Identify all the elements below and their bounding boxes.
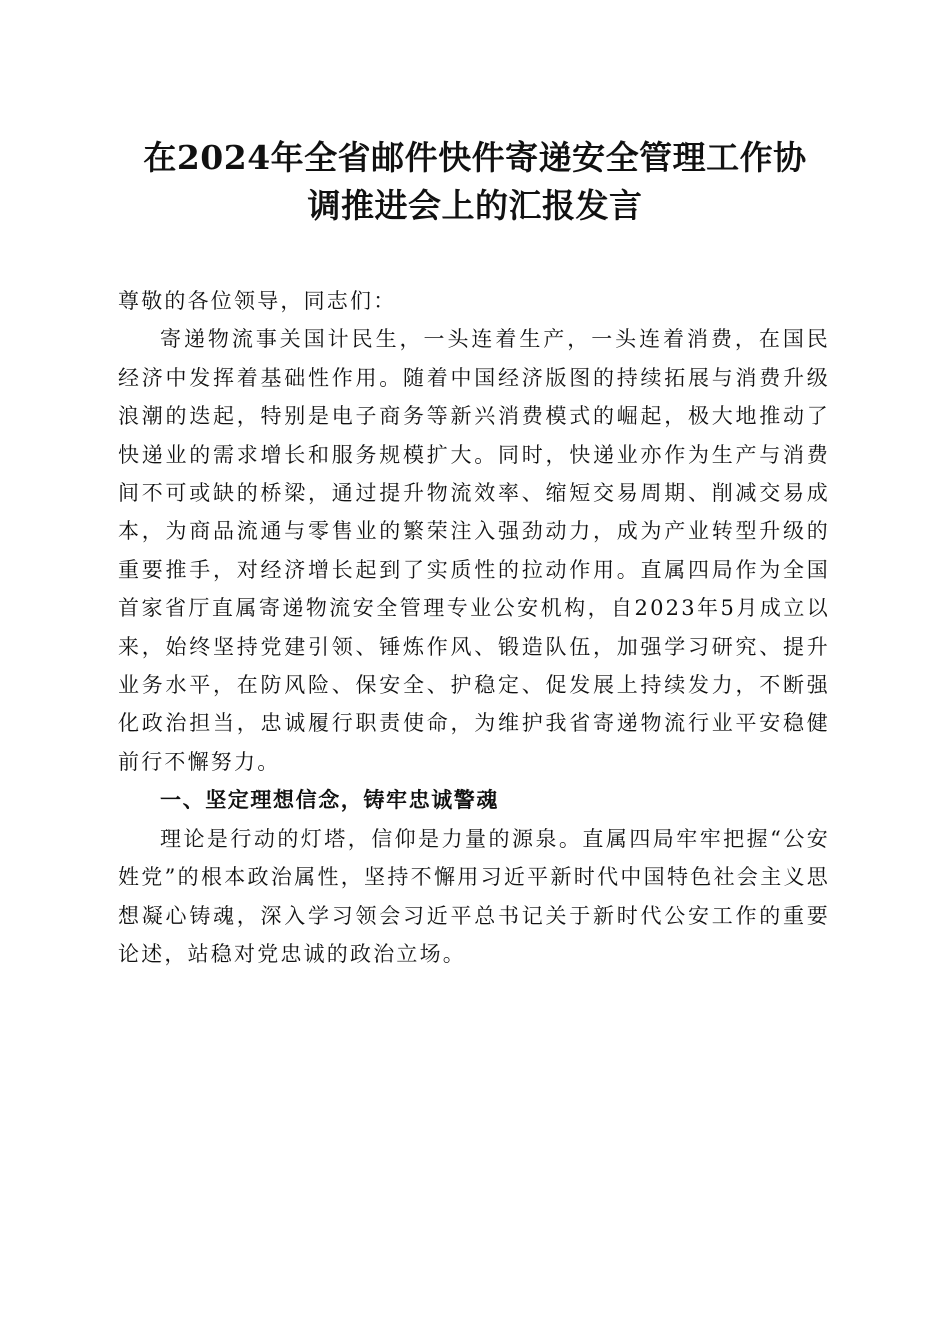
salutation: 尊敬的各位领导，同志们： bbox=[118, 289, 397, 313]
document-title bbox=[110, 134, 840, 230]
section-heading-1: 一、坚定理想信念，铸牢忠诚警魂 bbox=[160, 788, 499, 813]
title-line-1: 在2024年全省邮件快件寄递安全管理工作协 bbox=[143, 138, 807, 177]
section-1-paragraph: 理论是行动的灯塔，信仰是力量的源泉。直属四局牢牢把握“公安姓党”的根本政治属性，坚持不懈用习近平新时代中国特色社会主义思想凝心铸魂，深入学习领会习近平总书记关于新时代公安工作的重要论述，站稳对党忠诚的政治立场。 bbox=[118, 826, 830, 966]
document-body bbox=[118, 282, 830, 973]
title-line-2: 调推进会上的汇报发言 bbox=[307, 186, 643, 225]
intro-paragraph: 寄递物流事关国计民生，一头连着生产，一头连着消费，在国民经济中发挥着基础性作用。随着中国经济版图的持续拓展与消费升级浪潮的迭起，特别是电子商务等新兴消费模式的崛起，极大地推动了快递业的需求增长和服务规模扩大。同时，快递业亦作为生产与消费间不可或缺的桥梁，通过提升物流效率、缩短交易周期、削减交易成本，为商品流通与零售业的繁荣注入强劲动力，成为产业转型升级的重要推手，对经济增长起到了实质性的拉动作用。直属四局作为全国首家省厅直属寄递物流安全管理专业公安机构，自2023年5月成立以来，始终坚持党建引领、锤炼作风、锻造队伍，加强学习研究、提升业务水平，在防风险、保安全、护稳定、促发展上持续发力，不断强化政治担当，忠诚履行职责使命，为维护我省寄递物流行业平安稳健前行不懈努力。 bbox=[118, 327, 830, 774]
